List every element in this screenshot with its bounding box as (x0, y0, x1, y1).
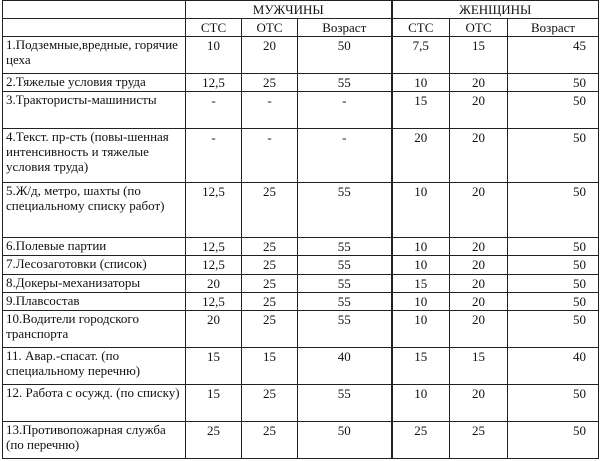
women-ots-cell: 15 (450, 37, 508, 74)
men-ots-cell: 25 (242, 385, 298, 422)
men-ots-cell: 25 (242, 292, 298, 310)
men-age-cell: - (298, 129, 392, 183)
men-sts-cell: 20 (186, 311, 242, 348)
header-men: МУЖЧИНЫ (186, 1, 392, 19)
men-sts-cell: 12,5 (186, 73, 242, 91)
men-sts-cell: 12,5 (186, 292, 242, 310)
women-age-cell: 50 (508, 92, 599, 129)
women-sts-cell: 10 (392, 256, 450, 274)
women-sts-cell: 10 (392, 183, 450, 237)
table-row (3, 274, 599, 292)
row-label: 6.Полевые партии (3, 237, 186, 255)
women-age-cell: 50 (508, 311, 599, 348)
women-ots-cell: 20 (450, 237, 508, 255)
women-age-cell: 50 (508, 129, 599, 183)
row-label: 8.Докеры-механизаторы (3, 274, 186, 292)
men-age-cell: 55 (298, 385, 392, 422)
table-row (3, 256, 599, 274)
row-label: 12. Работа с осужд. (по списку) (3, 385, 186, 422)
header-men-ots: ОТС (242, 19, 298, 37)
men-sts-cell: 12,5 (186, 183, 242, 237)
women-ots-cell: 25 (450, 422, 508, 459)
women-sts-cell: 10 (392, 292, 450, 310)
men-sts-cell: 12,5 (186, 237, 242, 255)
table-row (3, 73, 599, 91)
women-age-cell: 45 (508, 37, 599, 74)
men-age-cell: 50 (298, 37, 392, 74)
men-sts-cell: 12,5 (186, 256, 242, 274)
women-ots-cell: 20 (450, 311, 508, 348)
men-sts-cell: 15 (186, 348, 242, 385)
row-label: 4.Текст. пр-сть (повы-шенная интенсивность и тяжелые условия труда) (3, 129, 186, 183)
table-row (3, 37, 599, 74)
pension-conditions-table (2, 0, 599, 459)
header-women: ЖЕНЩИНЫ (392, 1, 599, 19)
men-ots-cell: 25 (242, 183, 298, 237)
men-ots-cell: 25 (242, 311, 298, 348)
women-sts-cell: 15 (392, 274, 450, 292)
women-ots-cell: 15 (450, 348, 508, 385)
men-sts-cell: 10 (186, 37, 242, 74)
women-sts-cell: 15 (392, 92, 450, 129)
table-row (3, 348, 599, 385)
women-sts-cell: 7,5 (392, 37, 450, 74)
women-age-cell: 40 (508, 348, 599, 385)
table-row (3, 422, 599, 459)
header-women-ots: ОТС (450, 19, 508, 37)
row-label: 7.Лесозаготовки (список) (3, 256, 186, 274)
table-row (3, 237, 599, 255)
women-ots-cell: 20 (450, 183, 508, 237)
men-age-cell: 50 (298, 422, 392, 459)
men-age-cell: 55 (298, 73, 392, 91)
header-women-sts: СТС (392, 19, 450, 37)
men-age-cell: 55 (298, 311, 392, 348)
men-ots-cell: 25 (242, 256, 298, 274)
women-age-cell: 50 (508, 237, 599, 255)
women-age-cell: 50 (508, 422, 599, 459)
table-row (3, 311, 599, 348)
men-ots-cell: - (242, 129, 298, 183)
men-sts-cell: 20 (186, 274, 242, 292)
women-age-cell: 50 (508, 73, 599, 91)
row-label: 9.Плавсостав (3, 292, 186, 310)
women-sts-cell: 10 (392, 237, 450, 255)
men-ots-cell: 25 (242, 274, 298, 292)
table-row (3, 129, 599, 183)
men-ots-cell: 15 (242, 348, 298, 385)
women-ots-cell: 20 (450, 256, 508, 274)
row-label: 5.Ж/д, метро, шахты (по специальному списку работ) (3, 183, 186, 237)
women-sts-cell: 15 (392, 348, 450, 385)
header-sub-row (3, 19, 599, 37)
row-label: 2.Тяжелые условия труда (3, 73, 186, 91)
women-sts-cell: 10 (392, 385, 450, 422)
row-label: 13.Противопожарная служба (по перечню) (3, 422, 186, 459)
men-age-cell: 40 (298, 348, 392, 385)
women-age-cell: 50 (508, 274, 599, 292)
women-age-cell: 50 (508, 385, 599, 422)
women-age-cell: 50 (508, 183, 599, 237)
men-age-cell: 55 (298, 237, 392, 255)
women-ots-cell: 20 (450, 92, 508, 129)
women-ots-cell: 20 (450, 129, 508, 183)
header-men-sts: СТС (186, 19, 242, 37)
men-ots-cell: 25 (242, 237, 298, 255)
header-blank-cell (3, 1, 186, 19)
men-sts-cell: 25 (186, 422, 242, 459)
women-sts-cell: 10 (392, 73, 450, 91)
women-sts-cell: 25 (392, 422, 450, 459)
table-row (3, 183, 599, 237)
header-men-age: Возраст (298, 19, 392, 37)
men-age-cell: 55 (298, 274, 392, 292)
header-women-age: Возраст (508, 19, 599, 37)
table-row (3, 92, 599, 129)
men-ots-cell: 25 (242, 422, 298, 459)
women-ots-cell: 20 (450, 73, 508, 91)
men-ots-cell: 25 (242, 73, 298, 91)
men-sts-cell: - (186, 129, 242, 183)
header-group-row (3, 1, 599, 19)
women-age-cell: 50 (508, 292, 599, 310)
row-label: 3.Трактористы-машинисты (3, 92, 186, 129)
men-sts-cell: 15 (186, 385, 242, 422)
men-sts-cell: - (186, 92, 242, 129)
table-row (3, 292, 599, 310)
women-ots-cell: 20 (450, 385, 508, 422)
table-row (3, 385, 599, 422)
men-age-cell: 55 (298, 292, 392, 310)
row-label: 10.Водители городского транспорта (3, 311, 186, 348)
women-ots-cell: 20 (450, 274, 508, 292)
women-ots-cell: 20 (450, 292, 508, 310)
men-age-cell: 55 (298, 183, 392, 237)
women-sts-cell: 20 (392, 129, 450, 183)
women-age-cell: 50 (508, 256, 599, 274)
men-ots-cell: - (242, 92, 298, 129)
men-age-cell: - (298, 92, 392, 129)
header-blank-cell (3, 19, 186, 37)
row-label: 1.Подземные,вредные, горячие цеха (3, 37, 186, 74)
row-label: 11. Авар.-спасат. (по специальному перечню) (3, 348, 186, 385)
men-ots-cell: 20 (242, 37, 298, 74)
men-age-cell: 55 (298, 256, 392, 274)
women-sts-cell: 10 (392, 311, 450, 348)
